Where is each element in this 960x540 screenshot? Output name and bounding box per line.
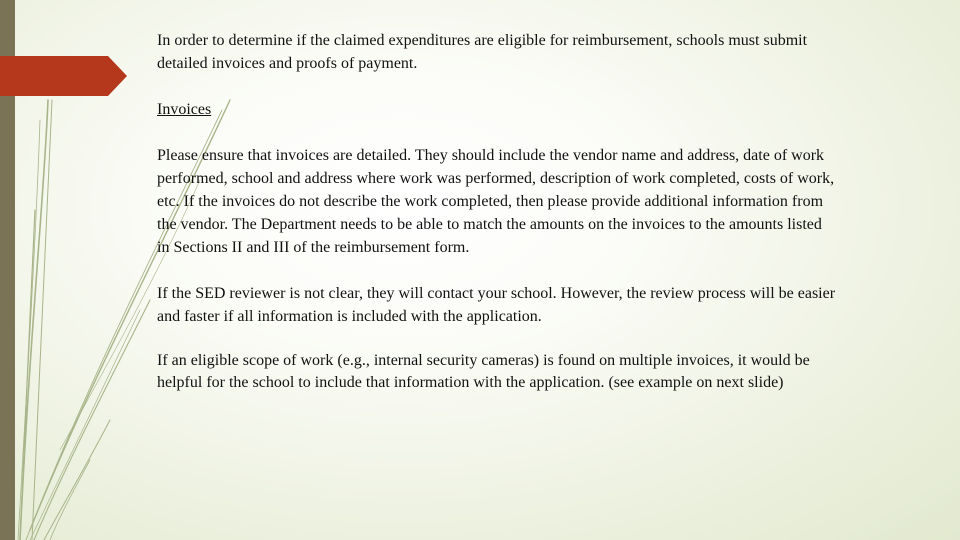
invoice-details-paragraph: Please ensure that invoices are detailed. They should include the vendor name and address, date of work performed, school and address where work was performed, description of work completed, costs of work, etc. If the invoices do not describe the work completed, then please provide additional information from the vendor. The Department needs to be able to match the amounts on the invoices to the amounts listed in Sections II and III of the reimbursement form. bbox=[157, 147, 835, 256]
scope-of-work-paragraph: If an eligible scope of work (e.g., internal security cameras) is found on multiple invoices, it would be helpful for the school to include that information with the application. (see example on next slide) bbox=[157, 352, 810, 391]
invoices-heading: Invoices bbox=[157, 101, 212, 118]
reviewer-paragraph: If the SED reviewer is not clear, they will contact your school. However, the review process will be easier and faster if all information is included with the application. bbox=[157, 285, 836, 325]
intro-paragraph: In order to determine if the claimed expenditures are eligible for reimbursement, schools must submit detailed invoices and proofs of payment. bbox=[157, 32, 808, 72]
text-content bbox=[157, 29, 837, 394]
